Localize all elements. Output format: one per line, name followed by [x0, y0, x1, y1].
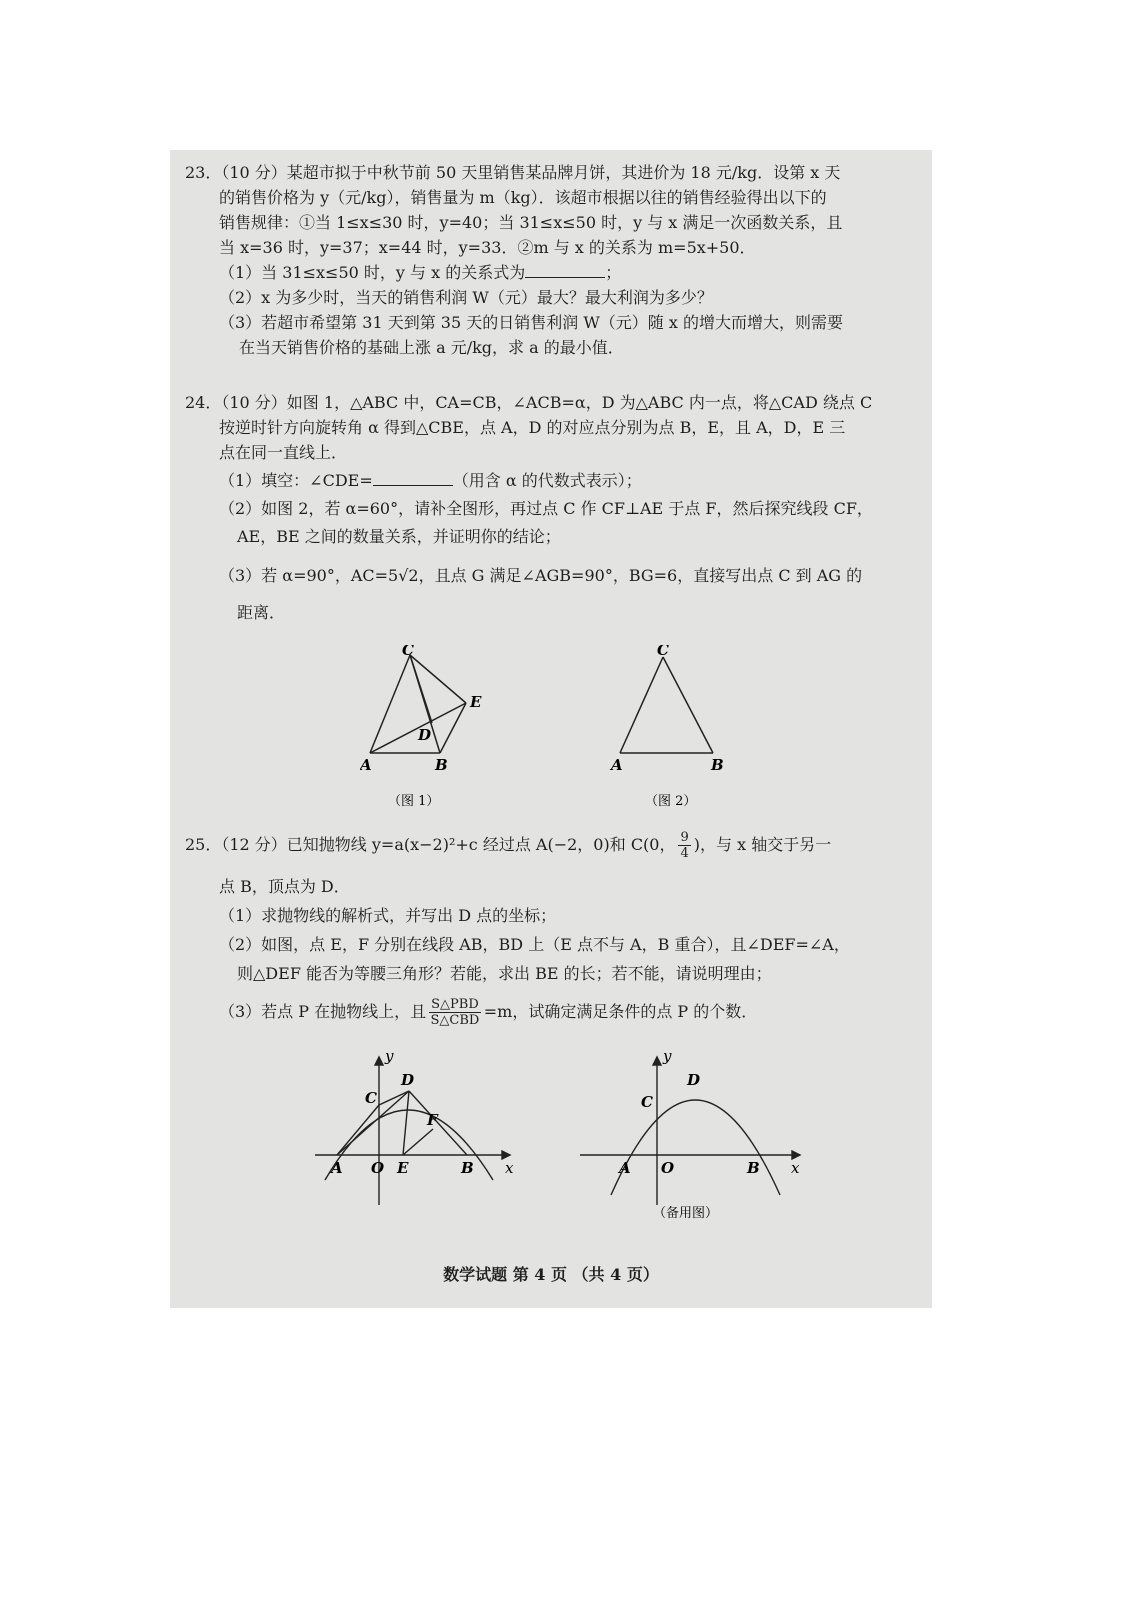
- q24-part-1-tail: （用含 α 的代数式表示）；: [452, 471, 642, 490]
- q24-line-2: 按逆时针方向旋转角 α 得到△CBE，点 A，D 的对应点分别为点 B，E，且 A，D，E 三: [219, 418, 846, 437]
- point-label: B: [747, 1159, 760, 1177]
- vertex-label: C: [657, 645, 669, 659]
- q24-part-1: [185, 468, 920, 493]
- question-24: [185, 390, 920, 625]
- figure-1: [360, 645, 510, 820]
- point-label: A: [619, 1159, 631, 1177]
- vertex-label: E: [470, 693, 482, 711]
- point-label: F: [427, 1111, 438, 1129]
- page-footer: 数学试题 第 4 页 （共 4 页）: [443, 1265, 659, 1284]
- axis-label-x: x: [791, 1159, 800, 1177]
- figure-1-caption: （图 1）: [388, 794, 440, 809]
- figure-2: [605, 645, 735, 820]
- vertex-label: B: [435, 756, 448, 774]
- q23-line-1: 23．（10 分）某超市拟于中秋节前 50 天里销售某品牌月饼，其进价为 18 元/kg．设第 x 天: [185, 163, 841, 182]
- answer-blank[interactable]: [373, 469, 453, 486]
- q24-part-2a: （2）如图 2，若 α=60°，请补全图形，再过点 C 作 CF⊥AE 于点 F，然后探究线段 CF，: [219, 499, 873, 518]
- parabola-figure: [305, 1045, 525, 1210]
- exam-page-photo: [170, 150, 932, 1308]
- q25-part-2a: （2）如图，点 E，F 分别在线段 AB，BD 上（E 点不与 A，B 重合），且∠DEF=∠A，: [219, 935, 850, 954]
- vertex-label: C: [402, 645, 414, 659]
- figure-2-caption: （图 2）: [645, 794, 697, 809]
- vertex-label: A: [360, 756, 372, 774]
- point-label: C: [641, 1093, 653, 1111]
- q23-line-4: 当 x=36 时，y=37；x=44 时，y=33．②m 与 x 的关系为 m=5x+50．: [219, 238, 756, 257]
- q23-part-1: [185, 260, 920, 285]
- vertex-label: D: [418, 726, 432, 744]
- axis-label-x: x: [505, 1159, 514, 1177]
- origin-label: O: [661, 1159, 675, 1177]
- axis-label-y: y: [663, 1047, 672, 1065]
- q25-part-3: [185, 992, 920, 1032]
- question-23: [185, 160, 920, 360]
- q25-line-2: 点 B，顶点为 D．: [219, 877, 350, 896]
- q25-line-1: [185, 826, 920, 864]
- vertex-label: A: [611, 756, 623, 774]
- q23-line-2: 的销售价格为 y（元/kg），销售量为 m（kg）．该超市根据以往的销售经验得出以下的: [219, 188, 827, 207]
- q25-part-1: （1）求抛物线的解析式，并写出 D 点的坐标；: [219, 906, 557, 925]
- fraction-9-4: [678, 830, 690, 861]
- q25-part-3a: （3）若点 P 在抛物线上，且: [219, 1002, 427, 1021]
- point-label: B: [461, 1159, 474, 1177]
- point-label: A: [331, 1159, 343, 1177]
- fraction-numerator: S△PBD: [431, 997, 479, 1012]
- q23-part-3a: （3）若超市希望第 31 天到第 35 天的日销售利润 W（元）随 x 的增大而增大，则需要: [219, 313, 843, 332]
- answer-blank[interactable]: [525, 261, 605, 278]
- point-label: D: [687, 1071, 701, 1089]
- q24-part-3a: （3）若 α=90°，AC=5√2，且点 G 满足∠AGB=90°，BG=6，直接写出点 C 到 AG 的: [219, 566, 863, 585]
- q24-part-3b: 距离．: [237, 603, 286, 622]
- fraction-numerator: 9: [680, 830, 689, 845]
- q24-line-1: 24．（10 分）如图 1，△ABC 中，CA=CB，∠ACB=α，D 为△ABC 内一点，将△CAD 绕点 C: [185, 393, 873, 412]
- point-label: E: [397, 1159, 409, 1177]
- q23-part-3b: 在当天销售价格的基础上涨 a 元/kg，求 a 的最小值．: [239, 338, 624, 357]
- q23-part-2: （2）x 为多少时，当天的销售利润 W（元）最大？最大利润为多少？: [219, 288, 713, 307]
- question-25: [185, 826, 920, 1032]
- q24-line-3: 点在同一直线上．: [219, 443, 348, 462]
- fraction-denominator: S△CBD: [430, 1013, 480, 1028]
- area-ratio-fraction: [429, 997, 481, 1028]
- q24-part-2b: AE，BE 之间的数量关系，并证明你的结论；: [237, 527, 561, 546]
- q23-part-1-text: （1）当 31≤x≤50 时，y 与 x 的关系式为: [219, 263, 526, 282]
- q24-part-1-text: （1）填空：∠CDE=: [219, 471, 373, 490]
- q23-line-3: 销售规律：①当 1≤x≤30 时，y=40；当 31≤x≤50 时，y 与 x 满足一次函数关系，且: [219, 213, 843, 232]
- origin-label: O: [371, 1159, 385, 1177]
- backup-parabola-figure: [575, 1045, 805, 1225]
- point-label: D: [401, 1071, 415, 1089]
- q25-part-3b: =m，试确定满足条件的点 P 的个数．: [483, 1002, 758, 1021]
- q25-part-2b: 则△DEF 能否为等腰三角形？若能，求出 BE 的长；若不能，请说明理由；: [237, 964, 772, 983]
- backup-figure-caption: （备用图）: [653, 1206, 719, 1221]
- q25-line-1b: )，与 x 轴交于另一: [693, 835, 832, 854]
- fraction-denominator: 4: [680, 846, 689, 861]
- vertex-label: B: [711, 756, 724, 774]
- q23-part-1-end: ；: [605, 263, 622, 282]
- point-label: C: [365, 1089, 377, 1107]
- axis-label-y: y: [385, 1047, 394, 1065]
- q25-line-1a: 25．（12 分）已知抛物线 y=a(x−2)²+c 经过点 A(−2，0)和 C(0，: [185, 835, 676, 854]
